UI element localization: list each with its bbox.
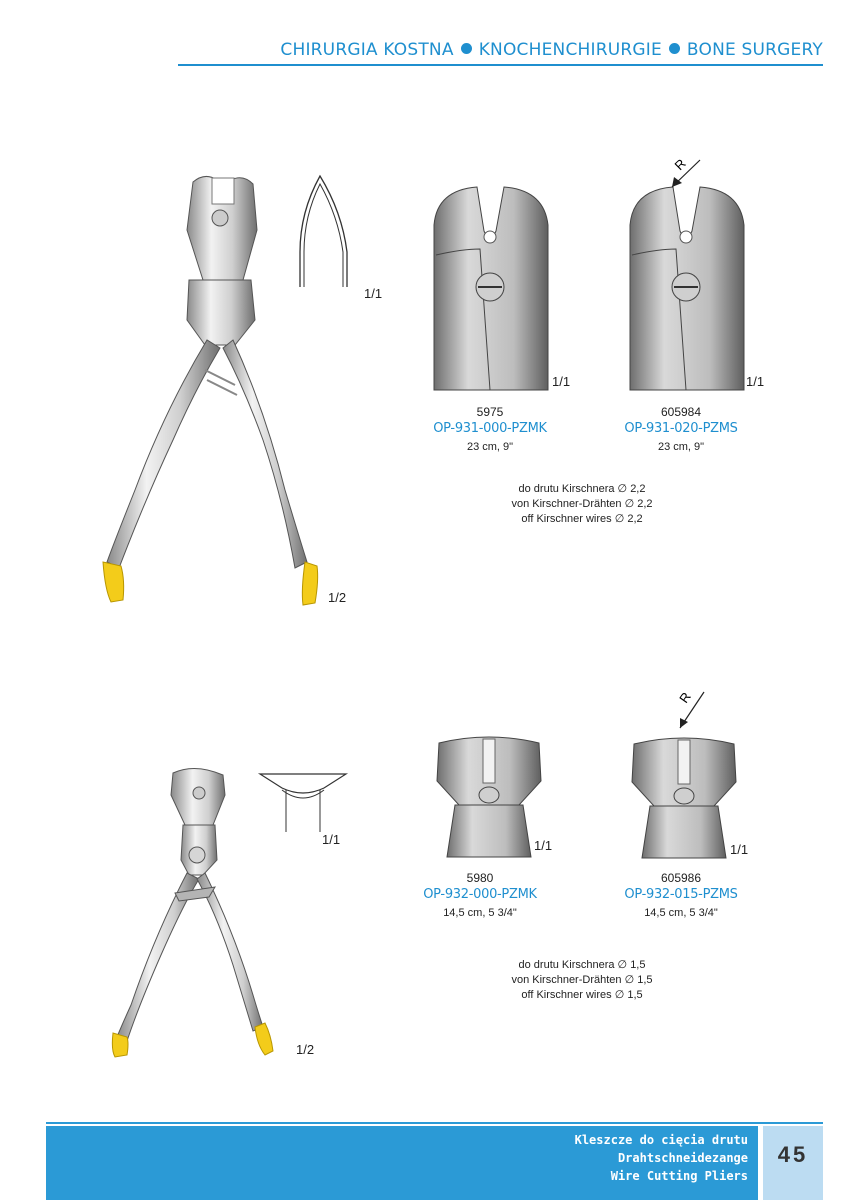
- page-number: 45: [777, 1142, 809, 1167]
- product-code: OP-931-020-PZMS: [624, 421, 738, 436]
- page-header: [280, 40, 823, 60]
- header-german: KNOCHENCHIRURGIE: [478, 40, 662, 60]
- footer-title-english: Wire Cutting Pliers: [610, 1169, 748, 1183]
- product-size: 23 cm, 9": [657, 441, 705, 453]
- bullet-dot-icon: [669, 43, 680, 54]
- end-jaw-closeup-radius-image: [628, 688, 740, 858]
- scale-label: 1/2: [328, 590, 347, 605]
- product-card: [405, 404, 575, 455]
- product-size: 23 cm, 9": [466, 441, 514, 453]
- scale-label: 1/1: [746, 374, 765, 389]
- jaw-closeup-radius-image: [628, 155, 746, 390]
- header-rule: [178, 64, 823, 66]
- note-line: off Kirschner wires ∅ 2,2: [521, 513, 643, 525]
- footer-title-german: Drahtschneidezange: [617, 1151, 748, 1165]
- product-size: 14,5 cm, 5 3/4": [644, 907, 718, 919]
- product-size: 14,5 cm, 5 3/4": [443, 907, 517, 919]
- header-polish: CHIRURGIA KOSTNA: [280, 40, 454, 60]
- product-code: OP-932-015-PZMS: [624, 887, 738, 902]
- product-number: 605986: [660, 871, 702, 885]
- scale-label: 1/2: [296, 1042, 315, 1057]
- bullet-dot-icon: [461, 43, 472, 54]
- wire-capacity-note: [462, 958, 702, 1003]
- radius-label: R: [671, 155, 689, 174]
- product-code: OP-931-000-PZMK: [433, 421, 547, 436]
- product-number: 605984: [660, 405, 702, 419]
- radius-label: R: [676, 689, 694, 706]
- note-line: do drutu Kirschnera ∅ 1,5: [518, 959, 646, 971]
- scale-label: 1/1: [552, 374, 571, 389]
- product-number: 5975: [476, 405, 504, 419]
- end-jaw-closeup-image: [433, 735, 545, 857]
- note-line: do drutu Kirschnera ∅ 2,2: [518, 483, 646, 495]
- note-line: off Kirschner wires ∅ 1,5: [521, 989, 643, 1001]
- footer-title-polish: Kleszcze do cięcia drutu: [574, 1133, 748, 1147]
- product-card: [596, 404, 766, 455]
- product-number: 5980: [466, 871, 494, 885]
- product-card: [596, 870, 766, 921]
- product-code: OP-932-000-PZMK: [423, 887, 537, 902]
- note-line: von Kirschner-Drähten ∅ 2,2: [511, 498, 653, 510]
- jaw-closeup-image: [432, 185, 550, 390]
- header-english: BONE SURGERY: [686, 40, 823, 60]
- wire-capacity-note: [462, 482, 702, 527]
- product-card: [395, 870, 565, 921]
- footer-title: [575, 1131, 748, 1185]
- tip-profile-drawing: [292, 172, 362, 290]
- page-number-box: [763, 1126, 823, 1200]
- scale-label: 1/1: [730, 842, 749, 857]
- note-line: von Kirschner-Drähten ∅ 1,5: [511, 974, 653, 986]
- footer-rule: [46, 1122, 823, 1124]
- scale-label: 1/1: [364, 286, 383, 301]
- scale-label: 1/1: [534, 838, 553, 853]
- scale-label: 1/1: [322, 832, 341, 847]
- tip-profile-drawing: [258, 772, 348, 834]
- footer-bar: [46, 1126, 758, 1200]
